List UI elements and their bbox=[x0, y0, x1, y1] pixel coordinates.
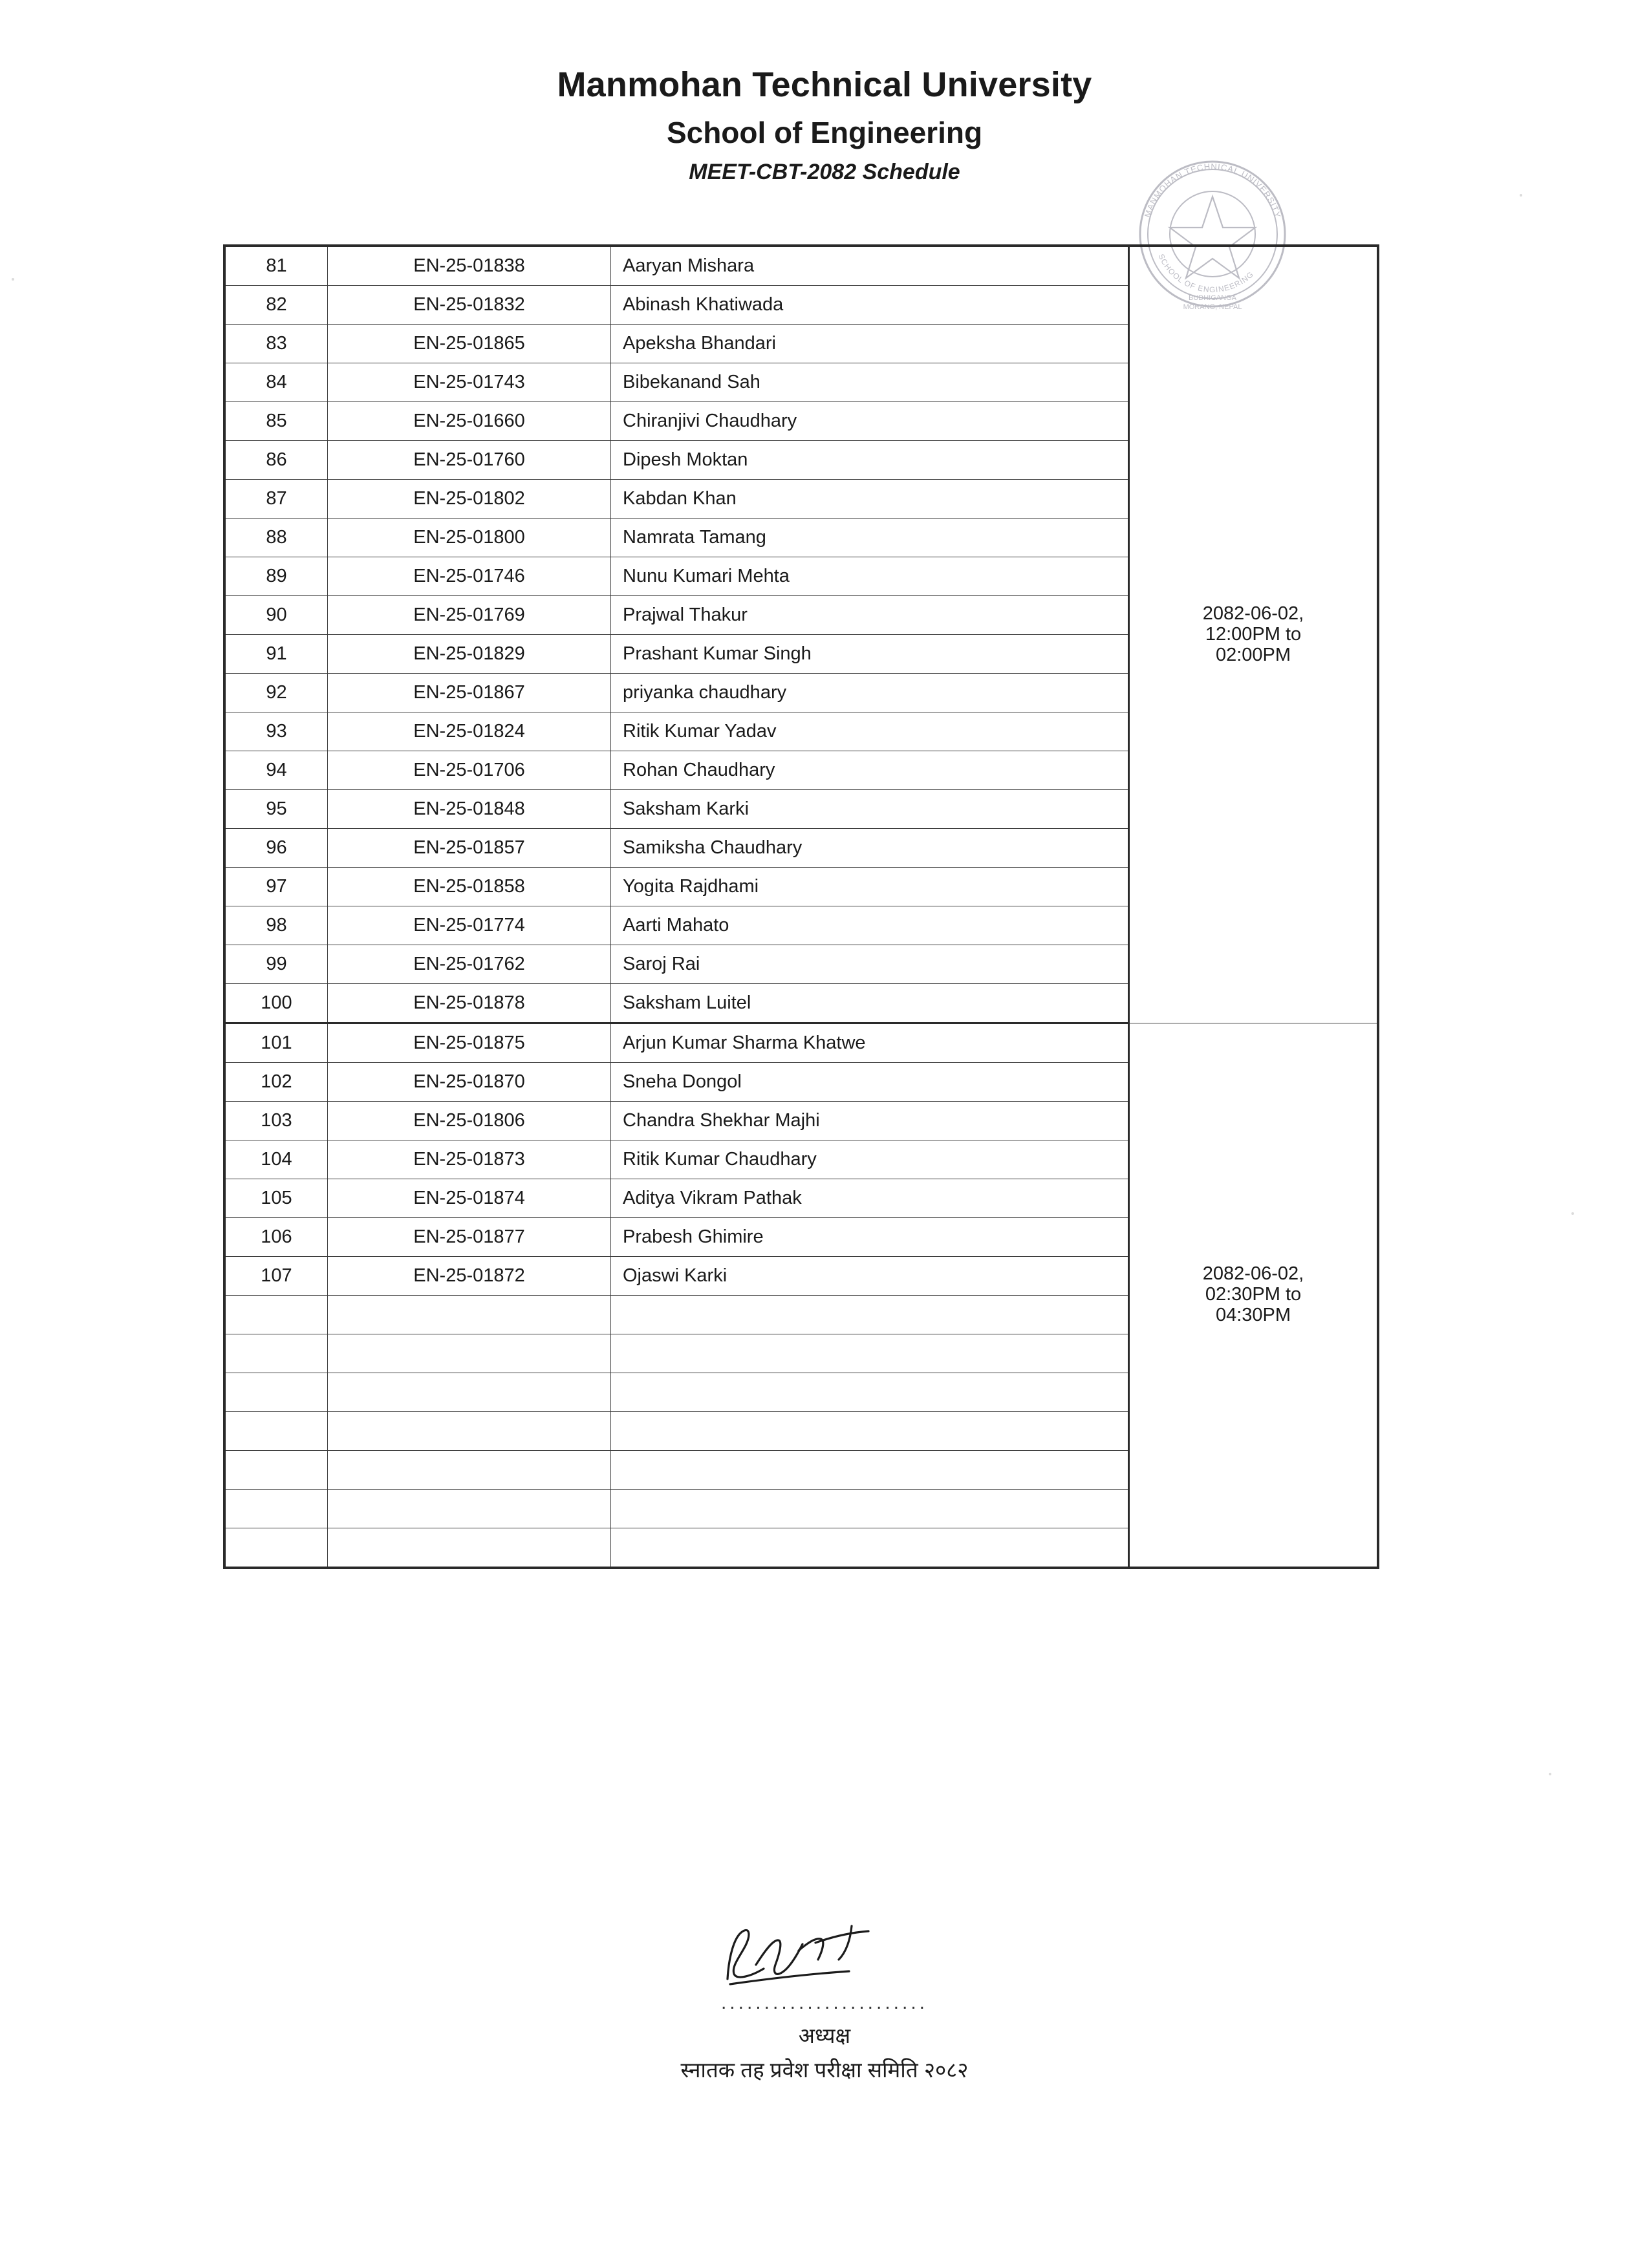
cell-serial-number: 85 bbox=[224, 402, 328, 441]
cell-symbol-number bbox=[328, 1296, 611, 1334]
cell-serial-number: 95 bbox=[224, 790, 328, 829]
cell-candidate-name bbox=[611, 1296, 1129, 1334]
cell-symbol-number: EN-25-01774 bbox=[328, 906, 611, 945]
cell-candidate-name: Nunu Kumari Mehta bbox=[611, 557, 1129, 596]
cell-serial-number: 88 bbox=[224, 519, 328, 557]
cell-serial-number: 90 bbox=[224, 596, 328, 635]
handwritten-signature-icon bbox=[0, 1917, 1649, 1995]
exam-slot-line: 02:00PM bbox=[1215, 644, 1291, 665]
cell-symbol-number: EN-25-01660 bbox=[328, 402, 611, 441]
cell-symbol-number: EN-25-01878 bbox=[328, 984, 611, 1023]
cell-candidate-name: Arjun Kumar Sharma Khatwe bbox=[611, 1023, 1129, 1063]
svg-text:MORANG, NEPAL: MORANG, NEPAL bbox=[1183, 303, 1242, 311]
signatory-role: अध्यक्ष bbox=[798, 2024, 851, 2048]
cell-symbol-number: EN-25-01872 bbox=[328, 1257, 611, 1296]
cell-candidate-name: Prabesh Ghimire bbox=[611, 1218, 1129, 1257]
svg-text:SCHOOL OF ENGINEERING: SCHOOL OF ENGINEERING bbox=[1156, 252, 1256, 295]
exam-slot-line: 04:30PM bbox=[1215, 1304, 1291, 1325]
cell-candidate-name bbox=[611, 1451, 1129, 1490]
cell-candidate-name: Ritik Kumar Yadav bbox=[611, 712, 1129, 751]
cell-candidate-name: Rohan Chaudhary bbox=[611, 751, 1129, 790]
cell-symbol-number: EN-25-01873 bbox=[328, 1140, 611, 1179]
cell-symbol-number: EN-25-01870 bbox=[328, 1063, 611, 1102]
cell-candidate-name: Abinash Khatiwada bbox=[611, 286, 1129, 325]
signature-dotted-line: ........................ bbox=[720, 1992, 929, 2013]
cell-candidate-name bbox=[611, 1334, 1129, 1373]
cell-exam-slot bbox=[1129, 1023, 1379, 1568]
cell-candidate-name: Aaryan Mishara bbox=[611, 246, 1129, 286]
cell-candidate-name: Saroj Rai bbox=[611, 945, 1129, 984]
cell-serial-number bbox=[224, 1373, 328, 1412]
cell-symbol-number: EN-25-01802 bbox=[328, 480, 611, 519]
document-header bbox=[0, 0, 1649, 186]
cell-candidate-name: Samiksha Chaudhary bbox=[611, 829, 1129, 868]
cell-candidate-name: Prajwal Thakur bbox=[611, 596, 1129, 635]
cell-candidate-name: Saksham Karki bbox=[611, 790, 1129, 829]
cell-candidate-name bbox=[611, 1490, 1129, 1528]
cell-serial-number: 84 bbox=[224, 363, 328, 402]
cell-serial-number: 104 bbox=[224, 1140, 328, 1179]
cell-symbol-number: EN-25-01874 bbox=[328, 1179, 611, 1218]
cell-serial-number bbox=[224, 1490, 328, 1528]
cell-symbol-number: EN-25-01769 bbox=[328, 596, 611, 635]
cell-candidate-name: Ritik Kumar Chaudhary bbox=[611, 1140, 1129, 1179]
cell-symbol-number: EN-25-01800 bbox=[328, 519, 611, 557]
cell-serial-number: 99 bbox=[224, 945, 328, 984]
cell-candidate-name: priyanka chaudhary bbox=[611, 674, 1129, 712]
cell-candidate-name: Aditya Vikram Pathak bbox=[611, 1179, 1129, 1218]
cell-candidate-name bbox=[611, 1412, 1129, 1451]
cell-symbol-number bbox=[328, 1373, 611, 1412]
cell-symbol-number bbox=[328, 1490, 611, 1528]
cell-serial-number: 87 bbox=[224, 480, 328, 519]
schedule-table-container bbox=[223, 244, 1332, 1569]
cell-symbol-number bbox=[328, 1412, 611, 1451]
cell-symbol-number: EN-25-01829 bbox=[328, 635, 611, 674]
cell-serial-number: 92 bbox=[224, 674, 328, 712]
cell-serial-number: 91 bbox=[224, 635, 328, 674]
cell-symbol-number bbox=[328, 1334, 611, 1373]
cell-serial-number: 100 bbox=[224, 984, 328, 1023]
table-row bbox=[224, 246, 1378, 286]
exam-slot-line: 02:30PM to bbox=[1205, 1284, 1302, 1305]
cell-exam-slot bbox=[1129, 246, 1379, 1023]
svg-text:MANMOHAN TECHNICAL UNIVERSITY: MANMOHAN TECHNICAL UNIVERSITY bbox=[1142, 161, 1283, 220]
cell-candidate-name: Ojaswi Karki bbox=[611, 1257, 1129, 1296]
cell-symbol-number: EN-25-01706 bbox=[328, 751, 611, 790]
table-row bbox=[224, 1023, 1378, 1063]
cell-candidate-name: Aarti Mahato bbox=[611, 906, 1129, 945]
cell-serial-number bbox=[224, 1528, 328, 1568]
cell-symbol-number: EN-25-01858 bbox=[328, 868, 611, 906]
cell-serial-number: 101 bbox=[224, 1023, 328, 1063]
schedule-table bbox=[223, 244, 1379, 1569]
schedule-title: MEET-CBT-2082 Schedule bbox=[689, 159, 960, 184]
cell-candidate-name: Chiranjivi Chaudhary bbox=[611, 402, 1129, 441]
cell-serial-number: 105 bbox=[224, 1179, 328, 1218]
cell-serial-number: 98 bbox=[224, 906, 328, 945]
exam-slot-line: 12:00PM to bbox=[1205, 624, 1302, 645]
cell-symbol-number: EN-25-01838 bbox=[328, 246, 611, 286]
cell-symbol-number: EN-25-01806 bbox=[328, 1102, 611, 1140]
cell-serial-number: 97 bbox=[224, 868, 328, 906]
cell-serial-number: 106 bbox=[224, 1218, 328, 1257]
cell-symbol-number: EN-25-01746 bbox=[328, 557, 611, 596]
signature-block bbox=[0, 1917, 1649, 2084]
cell-candidate-name: Sneha Dongol bbox=[611, 1063, 1129, 1102]
cell-candidate-name: Kabdan Khan bbox=[611, 480, 1129, 519]
cell-serial-number: 93 bbox=[224, 712, 328, 751]
cell-serial-number: 103 bbox=[224, 1102, 328, 1140]
signatory-committee: स्नातक तह प्रवेश परीक्षा समिति २०८२ bbox=[680, 2058, 969, 2082]
cell-candidate-name bbox=[611, 1373, 1129, 1412]
cell-serial-number bbox=[224, 1296, 328, 1334]
cell-symbol-number: EN-25-01832 bbox=[328, 286, 611, 325]
cell-serial-number bbox=[224, 1334, 328, 1373]
cell-serial-number: 107 bbox=[224, 1257, 328, 1296]
cell-symbol-number bbox=[328, 1451, 611, 1490]
cell-serial-number: 102 bbox=[224, 1063, 328, 1102]
cell-symbol-number: EN-25-01760 bbox=[328, 441, 611, 480]
cell-candidate-name: Dipesh Moktan bbox=[611, 441, 1129, 480]
cell-serial-number: 86 bbox=[224, 441, 328, 480]
cell-symbol-number bbox=[328, 1528, 611, 1568]
exam-slot-line: 2082-06-02, bbox=[1202, 1263, 1304, 1285]
cell-symbol-number: EN-25-01877 bbox=[328, 1218, 611, 1257]
cell-candidate-name: Namrata Tamang bbox=[611, 519, 1129, 557]
cell-candidate-name: Prashant Kumar Singh bbox=[611, 635, 1129, 674]
cell-candidate-name: Apeksha Bhandari bbox=[611, 325, 1129, 363]
cell-serial-number: 94 bbox=[224, 751, 328, 790]
school-title: School of Engineering bbox=[666, 115, 983, 149]
cell-serial-number bbox=[224, 1412, 328, 1451]
cell-serial-number: 83 bbox=[224, 325, 328, 363]
cell-symbol-number: EN-25-01875 bbox=[328, 1023, 611, 1063]
cell-symbol-number: EN-25-01848 bbox=[328, 790, 611, 829]
cell-candidate-name: Bibekanand Sah bbox=[611, 363, 1129, 402]
cell-symbol-number: EN-25-01867 bbox=[328, 674, 611, 712]
svg-text:BUDHIGANGA: BUDHIGANGA bbox=[1189, 294, 1236, 302]
cell-symbol-number: EN-25-01762 bbox=[328, 945, 611, 984]
cell-serial-number: 89 bbox=[224, 557, 328, 596]
cell-candidate-name: Yogita Rajdhami bbox=[611, 868, 1129, 906]
cell-candidate-name: Saksham Luitel bbox=[611, 984, 1129, 1023]
cell-symbol-number: EN-25-01743 bbox=[328, 363, 611, 402]
cell-candidate-name: Chandra Shekhar Majhi bbox=[611, 1102, 1129, 1140]
cell-serial-number bbox=[224, 1451, 328, 1490]
university-title: Manmohan Technical University bbox=[557, 65, 1092, 104]
cell-symbol-number: EN-25-01865 bbox=[328, 325, 611, 363]
exam-slot-line: 2082-06-02, bbox=[1202, 603, 1304, 625]
cell-candidate-name bbox=[611, 1528, 1129, 1568]
cell-serial-number: 82 bbox=[224, 286, 328, 325]
cell-serial-number: 96 bbox=[224, 829, 328, 868]
cell-symbol-number: EN-25-01857 bbox=[328, 829, 611, 868]
cell-symbol-number: EN-25-01824 bbox=[328, 712, 611, 751]
cell-serial-number: 81 bbox=[224, 246, 328, 286]
